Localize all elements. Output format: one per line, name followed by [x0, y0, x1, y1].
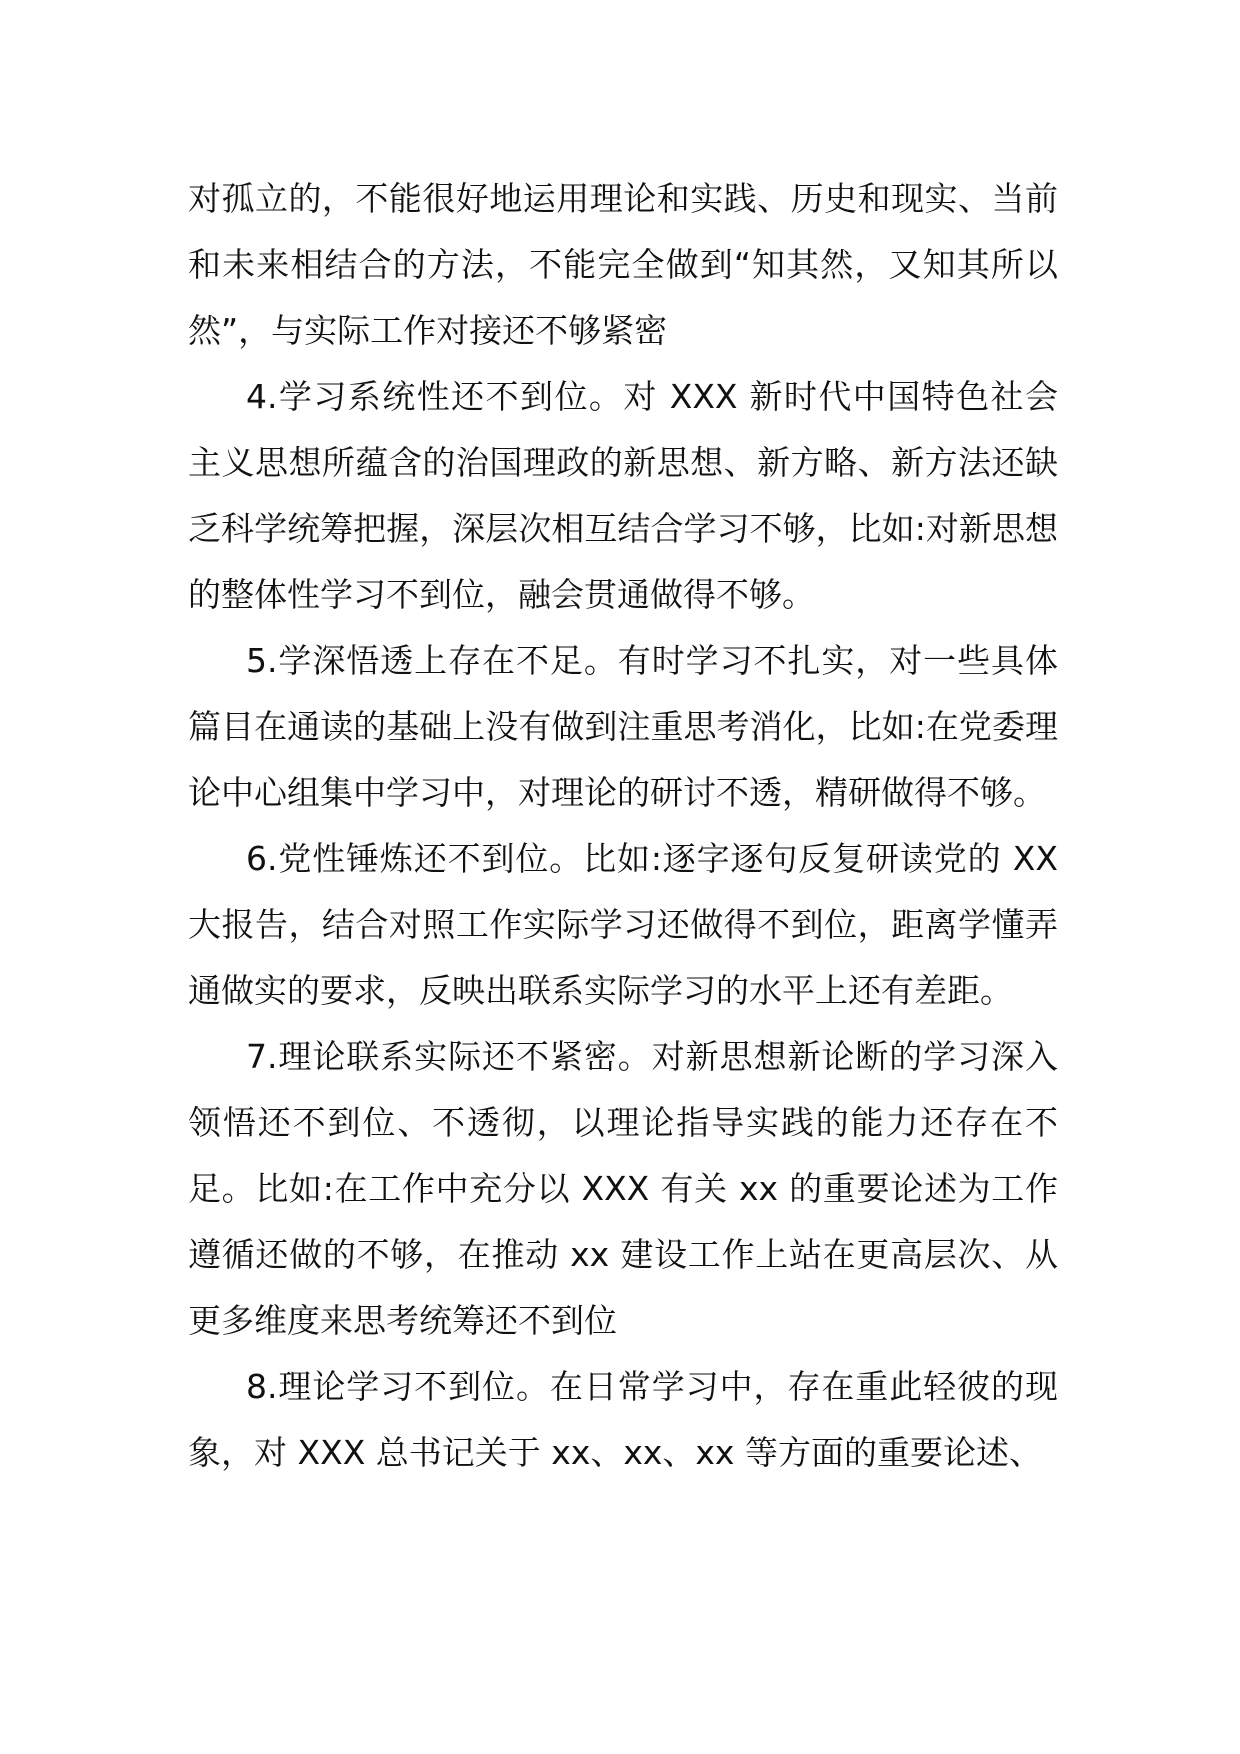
body-text: [188, 166, 1058, 1486]
paragraph-item-6: 6.党性锤炼还不到位。比如:逐字逐句反复研读党的 XX 大报告，结合对照工作实际学习还做得不到位，距离学懂弄通做实的要求，反映出联系实际学习的水平上还有差距。: [188, 839, 1058, 1010]
paragraph-item-4: 4.学习系统性还不到位。对 XXX 新时代中国特色社会主义思想所蕴含的治国理政的新思想、新方略、新方法还缺乏科学统筹把握，深层次相互结合学习不够，比如:对新思想的整体性学习不到位，融会贯通做得不够。: [188, 377, 1058, 614]
paragraph-item-5: 5.学深悟透上存在不足。有时学习不扎实，对一些具体篇目在通读的基础上没有做到注重思考消化，比如:在党委理论中心组集中学习中，对理论的研讨不透，精研做得不够。: [188, 641, 1058, 812]
paragraph-item-8: 8.理论学习不到位。在日常学习中，存在重此轻彼的现象，对 XXX 总书记关于 xx、xx、xx 等方面的重要论述、: [188, 1367, 1058, 1472]
paragraph-continuation: 对孤立的，不能很好地运用理论和实践、历史和现实、当前和未来相结合的方法，不能完全做到“知其然，又知其所以然”，与实际工作对接还不够紧密: [188, 179, 1058, 350]
paragraph-item-7: 7.理论联系实际还不紧密。对新思想新论断的学习深入领悟还不到位、不透彻，以理论指导实践的能力还存在不足。比如:在工作中充分以 XXX 有关 xx 的重要论述为工作遵循还做的不够，在推动 xx 建设工作上站在更高层次、从更多维度来思考统筹还不到位: [188, 1037, 1058, 1340]
